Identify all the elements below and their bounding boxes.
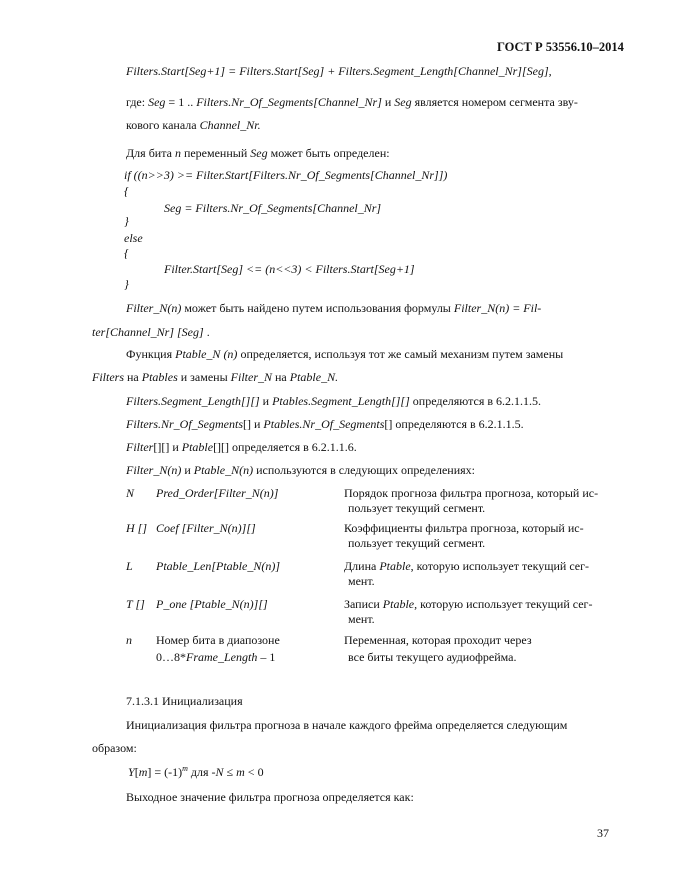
text-run: , которую использует текущий сег- <box>410 559 590 573</box>
text-run: используются в следующих определениях: <box>253 463 475 477</box>
def-symbol: L <box>126 559 133 573</box>
text-run: [][] определяется в 6.2.1.1.6. <box>213 440 357 454</box>
text-run: Ptable_N. <box>289 370 339 384</box>
code-line: { <box>124 246 129 260</box>
text-run: Filters.Nr_Of_Segments <box>126 417 243 431</box>
def-expression <box>156 650 275 665</box>
paragraph-line <box>126 463 475 478</box>
text-run: и <box>381 95 395 109</box>
text-run: может быть определен: <box>267 146 390 160</box>
code-line: } <box>124 214 129 228</box>
text-run: может быть найдено путем использования формулы <box>181 301 454 315</box>
text-run: Ptables <box>141 370 178 384</box>
text-run: Seg <box>394 95 412 109</box>
paragraph-line <box>126 95 578 110</box>
text-run: Filters <box>92 370 124 384</box>
text-run: Filter_N(n) <box>126 301 182 315</box>
text-run: Filter_N <box>230 370 272 384</box>
text-run: является номером сегмента зву- <box>411 95 578 109</box>
text-run: Frame_Length <box>186 650 258 664</box>
text-run: [] и <box>243 417 264 431</box>
def-symbol: H [] <box>126 521 148 535</box>
text-run: m <box>236 765 245 779</box>
text-run: Ptable, <box>382 597 418 611</box>
paragraph-line <box>126 146 390 161</box>
formula-line: Filters.Start[Seg+1] = Filters.Start[Seg] + Filters.Segment_Length[Channel_Nr][Seg], <box>126 64 552 78</box>
text-run: определяются в 6.2.1.1.5. <box>409 394 542 408</box>
text-run: и замены <box>177 370 231 384</box>
paragraph-line <box>126 347 563 362</box>
code-line: Seg = Filters.Nr_Of_Segments[Channel_Nr] <box>164 201 382 215</box>
text-run: Filters.Nr_Of_Segments[Channel_Nr] <box>196 95 382 109</box>
text-run: n <box>174 146 181 160</box>
paragraph-line: образом: <box>92 741 137 755</box>
def-description <box>344 559 589 574</box>
def-symbol: n <box>126 633 132 647</box>
code-line: { <box>124 184 129 198</box>
text-run: для - <box>187 765 216 779</box>
def-description: Коэффициенты фильтра прогноза, который ис- <box>344 521 584 535</box>
text-run: Filter_N(n) <box>126 463 182 477</box>
def-expression: Номер бита в диапозоне <box>156 633 280 647</box>
text-run: m <box>182 764 188 773</box>
text-run: [ <box>134 765 139 779</box>
text-run: – 1 <box>257 650 276 664</box>
def-expression: Coef [Filter_N(n)][] <box>156 521 256 535</box>
standard-header: ГОСТ Р 53556.10–2014 <box>497 40 624 54</box>
def-description: мент. <box>348 574 375 588</box>
section-heading: 7.1.3.1 Инициализация <box>126 694 243 708</box>
def-symbol: N <box>126 486 135 500</box>
text-run: Ptable <box>379 559 411 573</box>
def-expression: Ptable_Len[Ptable_N(n)] <box>156 559 280 573</box>
paragraph-line <box>126 118 261 133</box>
text-run: = 1 .. <box>165 95 197 109</box>
paragraph-line <box>126 440 357 455</box>
text-run: Y <box>128 765 135 779</box>
code-line: } <box>124 277 129 291</box>
text-run: и <box>181 463 194 477</box>
text-run: 0…8* <box>156 650 186 664</box>
text-run: m <box>138 765 148 779</box>
paragraph-line <box>126 394 541 409</box>
text-run: Channel_Nr. <box>199 118 261 132</box>
def-expression: Pred_Order[Filter_N(n)] <box>156 486 279 500</box>
code-line: Filter.Start[Seg] <= (n<<3) < Filters.Start[Seg+1] <box>164 262 415 276</box>
text-run: Длина <box>344 559 380 573</box>
text-run: Ptable_N(n) <box>193 463 254 477</box>
def-symbol: T [] <box>126 597 145 611</box>
text-run: и <box>259 394 273 408</box>
def-description: пользует текущий сегмент. <box>348 501 486 515</box>
def-description: мент. <box>348 612 375 626</box>
text-run: переменный <box>180 146 251 160</box>
text-run: которую использует текущий сег- <box>417 597 593 611</box>
text-run: Записи <box>344 597 383 611</box>
def-description: пользует текущий сегмент. <box>348 536 486 550</box>
def-description: Переменная, которая проходит через <box>344 633 532 647</box>
paragraph-line: Выходное значение фильтра прогноза определяется как: <box>126 790 414 804</box>
text-run: . <box>203 325 210 339</box>
def-description <box>344 597 592 612</box>
text-run: Filters.Segment_Length[][] <box>126 394 260 408</box>
text-run: Filter_N(n) = Fil- <box>453 301 542 315</box>
def-description: все биты текущего аудиофрейма. <box>348 650 517 664</box>
def-description: Порядок прогноза фильтра прогноза, который ис- <box>344 486 599 500</box>
text-run: Ptable_N (n) <box>175 347 238 361</box>
code-line: if ((n>>3) >= Filter.Start[Filters.Nr_Of_Segments[Channel_Nr]]) <box>124 168 448 182</box>
paragraph-line <box>92 370 338 385</box>
text-run: на <box>124 370 142 384</box>
code-line: else <box>124 231 143 245</box>
text-run: Seg <box>250 146 268 160</box>
paragraph-line <box>126 417 524 432</box>
text-run: Ptables.Nr_Of_Segments <box>263 417 385 431</box>
text-run: ] = (-1) <box>147 765 183 779</box>
text-run: Функция <box>126 347 176 361</box>
text-run: где: <box>126 95 149 109</box>
text-run: Ptable <box>181 440 214 454</box>
text-run: N <box>215 765 224 779</box>
text-run: определяется, используя тот же самый механизм путем замены <box>237 347 564 361</box>
text-run: [] определяются в 6.2.1.1.5. <box>384 417 524 431</box>
text-run: Filter <box>126 440 154 454</box>
paragraph-line <box>92 325 210 340</box>
text-run: Ptables.Segment_Length[][] <box>272 394 410 408</box>
text-run: Для бита <box>126 146 175 160</box>
text-run: ≤ <box>223 765 237 779</box>
def-expression: P_one [Ptable_N(n)][] <box>156 597 268 611</box>
formula-line <box>128 765 264 780</box>
text-run: < 0 <box>244 765 264 779</box>
paragraph-line <box>126 301 541 316</box>
text-run: на <box>272 370 290 384</box>
text-run: Seg <box>148 95 166 109</box>
text-run: [][] и <box>153 440 182 454</box>
text-run: ter[Channel_Nr] [Seg] <box>92 325 204 339</box>
page-number: 37 <box>597 826 609 840</box>
paragraph-line: Инициализация фильтра прогноза в начале каждого фрейма определяется следующим <box>126 718 568 732</box>
text-run: кового канала <box>126 118 200 132</box>
